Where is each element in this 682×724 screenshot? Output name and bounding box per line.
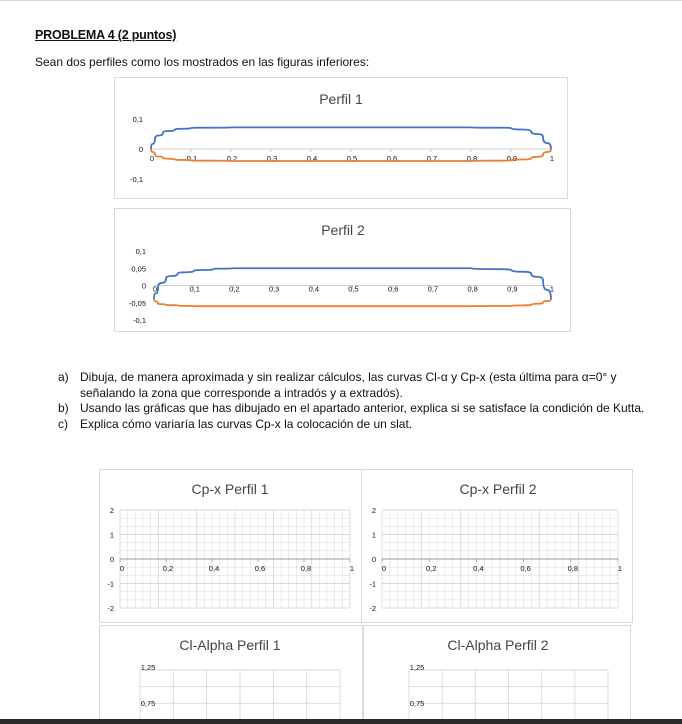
questions-list: [58, 370, 653, 432]
y-tick-label: 2: [371, 506, 376, 515]
question-label: c): [58, 416, 68, 431]
x-tick-label: 0,6: [387, 284, 399, 294]
x-tick-label: 0: [119, 564, 125, 573]
x-tick-label: 1: [617, 564, 623, 573]
x-tick-label: 0,3: [266, 154, 278, 163]
chart-cpx-1-svg: [100, 470, 362, 622]
question-label: b): [58, 401, 69, 415]
chart-cpx-1: [99, 469, 363, 623]
question-b: [58, 401, 653, 417]
y-tick-label: 0,1: [132, 115, 143, 124]
x-tick-label: 0,6: [386, 154, 398, 163]
lower-surface-line: [154, 299, 551, 306]
y-tick-label: 0: [141, 281, 146, 291]
y-tick-label: -2: [107, 604, 114, 613]
x-tick-label: 0,8: [466, 154, 478, 163]
x-tick-label: 0,7: [427, 284, 439, 294]
y-tick-label: -1: [369, 579, 376, 589]
x-tick-label: 0,2: [229, 284, 240, 294]
y-tick-label: 0,05: [131, 264, 146, 274]
x-tick-label: 1: [349, 564, 355, 573]
x-tick-label: 0,1: [189, 284, 200, 294]
chart-cla-2-svg: [364, 626, 630, 720]
y-tick-label: 0: [109, 555, 114, 564]
x-tick-label: 0,4: [473, 564, 484, 573]
chart-title: Perfil 1: [319, 91, 363, 107]
x-tick-label: 0,4: [308, 284, 320, 294]
x-tick-label: 0,9: [506, 154, 518, 163]
y-tick-label: 1: [109, 530, 114, 540]
x-tick-label: 0,8: [467, 284, 478, 294]
chart-perfil-1: [114, 77, 568, 199]
top-rule: [0, 0, 682, 1]
chart-cla-1-svg: [100, 626, 362, 720]
y-tick-label: 0,75: [140, 699, 156, 708]
x-tick-label: 0,6: [254, 564, 266, 573]
x-tick-label: 1: [549, 284, 555, 294]
x-tick-label: 0: [152, 284, 158, 294]
y-tick-label: 0,75: [409, 699, 425, 708]
y-tick-label: 2: [109, 506, 114, 515]
chart-cpx-2-svg: [362, 470, 632, 622]
upper-surface-line: [151, 127, 551, 149]
chart-perfil-2: [114, 208, 571, 332]
x-tick-label: 1: [549, 154, 555, 163]
chart-cla-1: [99, 625, 363, 721]
chart-title: Cl-Alpha Perfil 2: [447, 637, 549, 653]
y-tick-label: 0,1: [135, 247, 146, 256]
x-tick-label: 0,1: [186, 154, 198, 163]
question-text: Explica cómo variaría las curvas Cp-x la colocación de un slat.: [80, 416, 413, 431]
question-label: a): [58, 370, 69, 384]
y-tick-label: 0: [138, 145, 143, 154]
y-tick-label: 1,25: [409, 663, 425, 672]
question-text: Dibuja, de manera aproximada y sin realizar cálculos, las curvas Cl-α y Cp-x (esta última para α=0° y señalando la zona que corresponde a intradós y a extradós).: [80, 370, 617, 400]
x-tick-label: 0,2: [162, 564, 174, 573]
y-tick-label: -0,1: [130, 175, 143, 184]
problem-intro: Sean dos perfiles como los mostrados en las figuras inferiores:: [35, 55, 370, 69]
x-tick-label: 0,4: [306, 154, 318, 163]
x-tick-label: 0,5: [348, 284, 359, 294]
x-tick-label: 0,2: [226, 154, 238, 163]
x-tick-label: 0,8: [300, 564, 312, 573]
y-tick-label: 0: [371, 555, 376, 564]
y-tick-label: -1: [107, 579, 114, 589]
problem-title: PROBLEMA 4 (2 puntos): [35, 28, 177, 42]
chart-perfil-1-svg: [115, 78, 567, 198]
x-tick-label: 0,6: [520, 564, 531, 573]
x-tick-label: 0,5: [346, 154, 358, 163]
y-tick-label: -0,05: [128, 298, 146, 308]
y-tick-label: -2: [369, 604, 376, 613]
x-tick-label: 0: [149, 154, 155, 163]
x-tick-label: 0,9: [507, 284, 518, 294]
chart-title: Cp-x Perfil 2: [459, 481, 537, 497]
question-text: Usando las gráficas que has dibujado en el apartado anterior, explica si se satisface la condición de Kutta.: [80, 401, 645, 415]
question-c: [58, 417, 653, 433]
y-tick-label: -0,1: [133, 316, 146, 325]
bottom-rule: [0, 719, 682, 724]
x-tick-label: 0,4: [208, 564, 220, 573]
chart-cla-2: [363, 625, 631, 721]
y-tick-label: 1,25: [140, 663, 156, 672]
chart-title: Cl-Alpha Perfil 1: [179, 637, 281, 653]
chart-perfil-2-svg: [115, 209, 570, 331]
chart-cpx-2: [361, 469, 633, 623]
x-tick-label: 0,2: [425, 564, 437, 573]
y-tick-label: 1: [371, 530, 376, 540]
x-tick-label: 0: [381, 564, 387, 573]
chart-title: Cp-x Perfil 1: [191, 481, 269, 497]
x-tick-label: 0,7: [426, 154, 438, 163]
question-a: [58, 370, 653, 401]
chart-title: Perfil 2: [321, 222, 365, 238]
x-tick-label: 0,8: [567, 564, 579, 573]
x-tick-label: 0,3: [268, 284, 280, 294]
